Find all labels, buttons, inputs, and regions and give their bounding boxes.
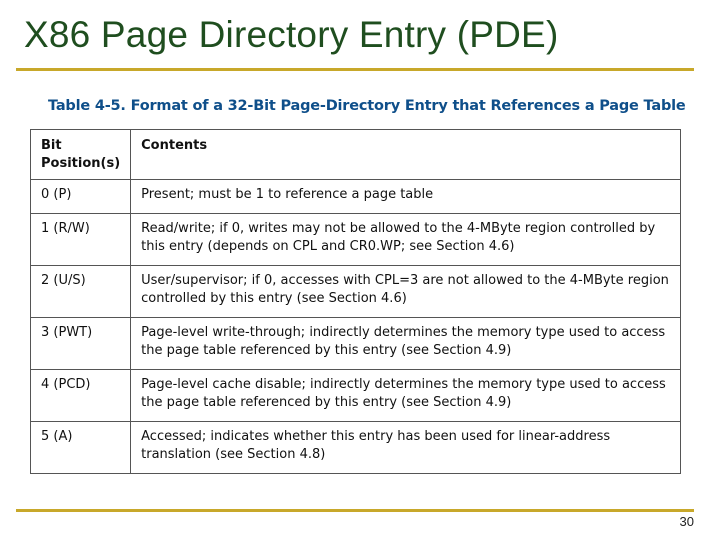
table-row [31,422,681,474]
footer-divider [16,509,694,512]
header-contents: Contents [131,130,681,180]
bit-position-cell: 2 (U/S) [31,266,131,318]
title-divider [16,68,694,71]
header-bit-position-text: Bit Position(s) [41,138,121,171]
contents-cell: Page-level write-through; indirectly determines the memory type used to access the page table referenced by this entry (see Section 4.9) [131,318,681,370]
slide-title: X86 Page Directory Entry (PDE) [24,14,559,55]
table-row [31,318,681,370]
table-row [31,180,681,214]
table-row [31,370,681,422]
bit-position-cell: 0 (P) [31,180,131,214]
table-row [31,266,681,318]
contents-cell: User/supervisor; if 0, accesses with CPL=3 are not allowed to the 4-MByte region controlled by this entry (see Section 4.6) [131,266,681,318]
bit-position-cell: 4 (PCD) [31,370,131,422]
contents-cell: Accessed; indicates whether this entry has been used for linear-address translation (see Section 4.8) [131,422,681,474]
table-caption: Table 4-5. Format of a 32-Bit Page-Directory Entry that References a Page Table [48,98,686,114]
contents-cell: Read/write; if 0, writes may not be allowed to the 4-MByte region controlled by this entry (depends on CPL and CR0.WP; see Section 4.6) [131,214,681,266]
table-row [31,214,681,266]
bit-position-cell: 1 (R/W) [31,214,131,266]
bit-position-cell: 5 (A) [31,422,131,474]
table-header-row [31,130,681,180]
contents-cell: Present; must be 1 to reference a page table [131,180,681,214]
header-bit-position [31,130,131,180]
pde-format-table [30,129,681,474]
page-number: 30 [679,514,694,529]
bit-position-cell: 3 (PWT) [31,318,131,370]
contents-cell: Page-level cache disable; indirectly determines the memory type used to access the page table referenced by this entry (see Section 4.9) [131,370,681,422]
pde-format-table-container [30,129,681,474]
